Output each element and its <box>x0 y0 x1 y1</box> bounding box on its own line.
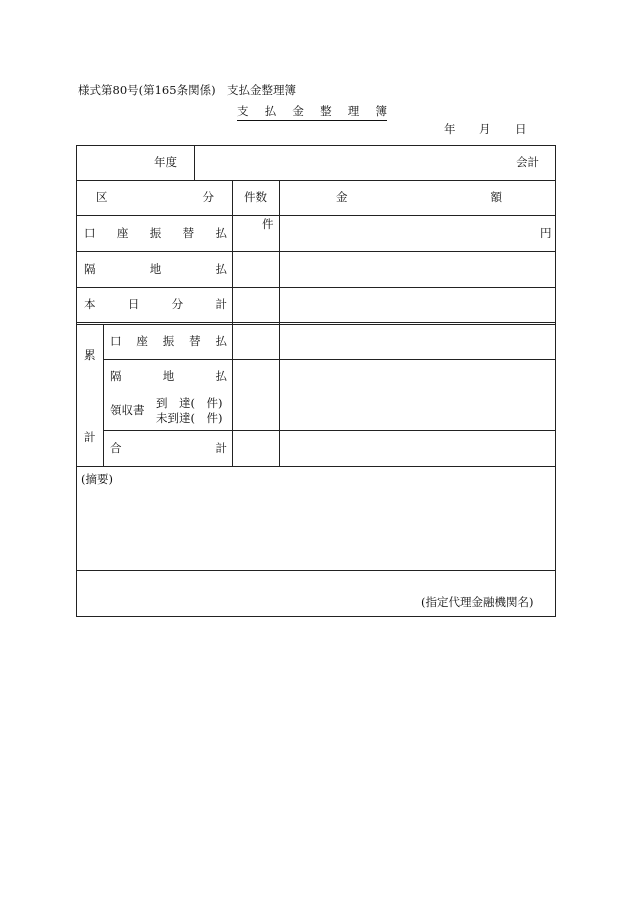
receipt-not-arrived: 未到達( 件) <box>156 411 223 425</box>
fiscal-year-label: 年度 <box>154 155 177 169</box>
row-divider-double <box>76 322 556 323</box>
label-char: 口 <box>84 226 96 240</box>
category-header-char: 分 <box>202 190 214 204</box>
label-char: 振 <box>149 226 162 240</box>
label-char: 払 <box>215 334 227 348</box>
col-divider <box>103 324 104 466</box>
summary-label: (摘要) <box>81 472 113 486</box>
row-divider <box>76 251 556 252</box>
count-header: 件数 <box>244 190 267 204</box>
row-divider <box>103 430 556 431</box>
row-divider <box>76 466 556 467</box>
account-label: 会計 <box>516 155 539 169</box>
cumulative-account-transfer-label <box>110 336 227 348</box>
cumulative-total-label <box>110 443 227 455</box>
label-char: 地 <box>162 369 175 383</box>
remote-payment-label <box>84 264 227 276</box>
row-divider <box>76 287 556 288</box>
row-divider <box>76 570 556 571</box>
title-char: 簿 <box>375 104 387 118</box>
col-divider <box>232 180 233 466</box>
title-char: 支 <box>237 104 249 118</box>
bank-name-label: (指定代理金融機関名) <box>421 595 534 609</box>
title-char: 払 <box>264 104 277 118</box>
amount-header-char: 金 <box>336 190 348 204</box>
label-char: 払 <box>215 369 227 383</box>
row-divider <box>76 215 556 216</box>
receipt-arrived: 到 達( 件) <box>156 396 223 410</box>
cumulative-label-top: 累 <box>84 348 96 362</box>
label-char: 日 <box>127 297 140 311</box>
label-char: 替 <box>189 334 201 348</box>
cumulative-remote-label <box>110 371 227 383</box>
label-char: 払 <box>215 262 227 276</box>
label-char: 隔 <box>110 369 122 383</box>
title-char: 整 <box>320 104 332 118</box>
count-unit: 件 <box>262 217 274 231</box>
label-char: 振 <box>162 334 175 348</box>
label-char: 地 <box>149 262 162 276</box>
label-char: 合 <box>110 441 122 455</box>
category-header-char: 区 <box>96 190 108 204</box>
label-char: 替 <box>182 226 195 240</box>
date-month: 月 <box>479 122 491 136</box>
col-divider <box>194 145 195 180</box>
label-char: 計 <box>215 441 227 455</box>
title-char: 金 <box>292 104 304 118</box>
amount-header <box>336 192 502 204</box>
label-char: 払 <box>215 226 227 240</box>
label-char: 計 <box>215 297 227 311</box>
cumulative-label-bottom: 計 <box>84 430 96 444</box>
label-char: 本 <box>84 297 96 311</box>
row-divider-double <box>76 324 556 325</box>
receipt-label: 領収書 <box>110 403 145 417</box>
document-title <box>237 106 387 121</box>
account-transfer-label <box>84 228 227 240</box>
label-char: 分 <box>171 297 184 311</box>
form-number-label: 様式第80号(第165条関係) 支払金整理簿 <box>78 83 297 97</box>
date-day: 日 <box>515 122 527 136</box>
date-year: 年 <box>444 122 456 136</box>
row-divider <box>76 180 556 181</box>
label-char: 口 <box>110 334 122 348</box>
label-char: 座 <box>116 226 129 240</box>
amount-header-char: 額 <box>490 190 502 204</box>
label-char: 座 <box>136 334 148 348</box>
title-char: 理 <box>347 104 360 118</box>
today-total-label <box>84 299 227 311</box>
amount-unit: 円 <box>540 226 552 240</box>
col-divider <box>279 180 280 466</box>
row-divider <box>103 359 556 360</box>
label-char: 隔 <box>84 262 96 276</box>
category-header <box>96 192 214 204</box>
